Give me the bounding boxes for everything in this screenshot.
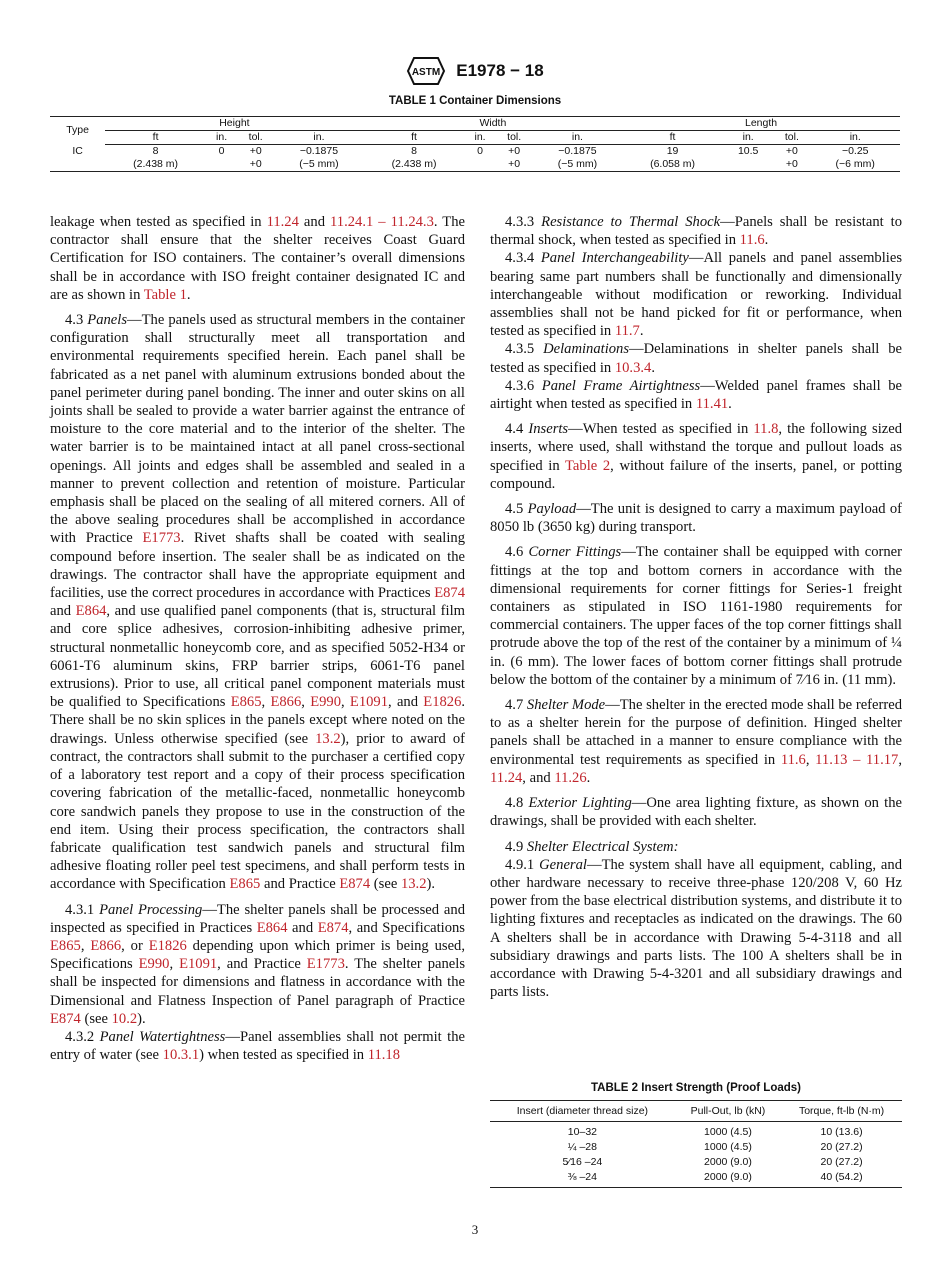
body-text: —The system shall have all equipment, cabling, and other hardware necessary to receive three-phase 120/208 V, 60 Hz power from the base electrical distribution systems, and distribute it to lighting fixtures and receptacles as indicated on the drawings. The 60 A shelters shall be in accordance with Drawing 5-4-3118 and all subsidiary drawings and parts lists. The 100 A shelters shall be in accordance with Drawing 5-4-3201 and all subsidiary drawings and parts lists. <box>490 856 903 1001</box>
cross-reference-link[interactable]: E864 <box>256 919 288 936</box>
section-heading: General <box>539 856 587 873</box>
table-cell: +0 <box>785 145 798 157</box>
body-text: , <box>805 751 816 768</box>
cross-reference-link[interactable]: E865 <box>230 694 262 711</box>
body-text: , the following sized inserts, where used, shall withstand the torque and pullout loads as specified in <box>490 421 902 474</box>
table-cell: (6.058 m) <box>650 158 696 170</box>
body-text: . <box>586 769 591 786</box>
section-heading: Resistance to Thermal Shock <box>541 214 721 230</box>
section-heading: Shelter Electrical System: <box>526 838 679 855</box>
body-text: —Panel assemblies shall not permit the entry of water (see <box>50 1028 465 1064</box>
cross-reference-link[interactable]: E990 <box>310 694 341 711</box>
section-4-9 <box>490 838 902 856</box>
table-row <box>50 158 900 172</box>
body-text: ). <box>137 1010 146 1027</box>
cross-reference-link[interactable]: E874 <box>50 1010 81 1027</box>
body-text: —The container shall be equipped with corner fittings at the top and bottom corners in accordance with the dimensional requirements for corner fittings for Series-1 freight containers as stipulated in ISO 1161-1980 requirements for commercial containers. The upper faces of the top corner fittings shall protrude above the top of the rest of the container by a minimum of ¼ in. (6 mm). The lower faces of bottom corner fittings shall protrude below the bottom of the container by a minimum of 7⁄16 in. (11 mm). <box>490 544 902 688</box>
table1-subheader: ft <box>105 131 206 145</box>
body-text: ) when tested as specified in <box>199 1047 368 1064</box>
table1-caption: TABLE 1 Container Dimensions <box>388 95 562 107</box>
right-column <box>490 213 902 1008</box>
table-cell: 2000 (9.0) <box>704 1156 752 1168</box>
table2-header: Pull-Out, lb (kN) <box>675 1101 781 1122</box>
table1-subheader: in. <box>810 131 900 145</box>
table-row <box>50 145 900 159</box>
table-cell: 5⁄16 –24 <box>562 1156 603 1168</box>
table-cell: 10.5 <box>737 145 759 157</box>
section-heading: Panel Processing <box>99 901 203 918</box>
table1-subheader: in. <box>274 131 363 145</box>
body-text: —The shelter in the erected mode shall be referred to as a shelter herein for the purpose of definition. Hinged shelter panels shall be attached in a manner to ensure compliance with the environmental test requirements as specified in <box>490 697 902 768</box>
table1-subheader: in. <box>206 131 237 145</box>
body-text: , <box>301 694 311 711</box>
cross-reference-link[interactable]: 10.2 <box>111 1010 138 1027</box>
cross-reference-link[interactable]: 11.24 <box>266 214 299 230</box>
cross-reference-link[interactable]: E1773 <box>142 530 181 547</box>
cross-reference-link[interactable]: 11.6 <box>780 751 806 768</box>
cross-reference-link[interactable]: E1773 <box>306 956 345 973</box>
table-row <box>490 1170 902 1188</box>
section-4-4 <box>490 420 902 493</box>
body-text: . There shall be no skin splices in the panels except where noted on the drawings. Unless otherwise specified (see <box>50 694 466 747</box>
section-heading: Exterior Lighting <box>528 795 632 812</box>
section-heading: Delaminations <box>543 341 630 358</box>
body-text: 4.9.1 <box>505 856 540 873</box>
body-text: ). <box>426 876 436 893</box>
table-cell: 2000 (9.0) <box>704 1171 752 1183</box>
body-text: , and <box>388 694 424 711</box>
section-4-9-1 <box>490 856 902 1002</box>
table-cell: IC <box>72 144 83 157</box>
table1-subheader: in. <box>533 131 622 145</box>
body-text: 4.3 <box>65 312 88 329</box>
cross-reference-link[interactable]: 11.6 <box>739 232 765 249</box>
table-cell <box>50 158 105 172</box>
body-text: and <box>50 603 76 620</box>
cross-reference-link[interactable]: E874 <box>434 585 465 602</box>
body-text: 4.7 <box>505 697 527 714</box>
body-text: (see <box>80 1010 112 1027</box>
body-text: 4.9 <box>505 838 527 855</box>
cross-reference-link[interactable]: 11.13 – 11.17 <box>815 751 899 768</box>
table-row <box>490 1140 902 1155</box>
cross-reference-link[interactable]: 10.3.1 <box>162 1047 200 1064</box>
table-cell: 0 <box>218 145 225 157</box>
table2-caption: TABLE 2 Insert Strength (Proof Loads) <box>591 1082 801 1094</box>
table-row <box>490 1155 902 1170</box>
section-heading: Inserts <box>528 421 569 438</box>
cross-reference-link[interactable]: E865 <box>50 937 81 954</box>
table2-header: Torque, ft-lb (N·m) <box>781 1101 902 1122</box>
table1-subheader: in. <box>723 131 773 145</box>
cross-reference-link[interactable]: 11.41 <box>695 396 729 413</box>
body-text: and <box>287 919 318 936</box>
body-text: ), prior to award of contract, the contractors shall submit to the purchaser a certified copy of a laboratory test report and a copy of their process specification covering fabrication of the metallic-faced, nonmetallic honeycomb core sandwich panels they propose to use in the construction of the end item. Using their process specification, the contractors shall fabricate qualification test sandwich panels and structural film adhesive floating roller peel test specimens, and shall perform tests in accordance with Specification <box>50 730 465 893</box>
table1-subheader: in. <box>465 131 496 145</box>
insert-strength-table <box>490 1100 902 1188</box>
table1-type-header: Type <box>66 124 89 137</box>
table1-group-height: Height <box>105 117 363 131</box>
body-text: 4.3.2 <box>65 1028 100 1045</box>
section-4-3-2 <box>50 1028 465 1064</box>
body-text: , <box>898 751 903 768</box>
body-text: —One area lighting fixture, as shown on the drawings, shall be provided with each shelter. <box>490 795 902 830</box>
table-cell: −0.1875 <box>558 145 597 157</box>
body-text: . The shelter panels shall be inspected for dimensions and flatness in accordance with the Dimensional and Flatness Inspection of Panel paragraph of Practice <box>50 956 466 1009</box>
table-cell: +0 <box>249 158 262 170</box>
cross-reference-link[interactable]: E1091 <box>349 694 389 711</box>
body-text: —The panels used as structural members in the container configuration shall structurally meet all transportation and environmental requirements specified herein. Each panel shall be fabricated as a net panel with aluminum extrusions bonded about the panel perimeter during panel bonding. The inner and outer skins on all joints shall be sealed to provide a water barrier against the entrance of moisture to the core material and to the interior of the shelter. The water barrier is to be maintained intact at all panel cross-sectional openings. All joints and edges shall be assembled and sealed in a manner to prevent collection and retention of moisture. Particular emphasis shall be placed on the sealing of all mitered corners. All of the above sealing procedures shall be accomplished in accordance with Practice <box>50 312 465 547</box>
body-text: . <box>639 323 644 340</box>
section-4-3-4 <box>490 249 902 340</box>
table-cell: +0 <box>249 145 262 157</box>
page-number: 3 <box>471 1222 479 1237</box>
table2-header: Insert (diameter thread size) <box>490 1101 675 1122</box>
body-text: , and use qualified panel components (that is, structural film and core splice adhesives, corrosion-inhibiting adhesive primer, structural nonmetallic honeycomb core, and as specified 5052-H34 or 6061-T6 aluminum skins, FRP barrier strips, 6061-T6 panel extrusions). Prior to use, all critical panel component materials must be qualified to Specifications <box>50 603 465 711</box>
body-text: and Practice <box>260 876 340 893</box>
cross-reference-link[interactable]: 11.26 <box>554 769 587 786</box>
section-4-3-6 <box>490 377 902 413</box>
body-text: 4.3.6 <box>505 377 542 394</box>
left-column <box>50 213 465 1064</box>
table1-subheader: tol. <box>237 131 274 145</box>
table-cell: 1000 (4.5) <box>704 1126 752 1138</box>
body-text: , or <box>121 937 149 954</box>
section-heading: Panels <box>87 312 128 329</box>
body-text: . The contractor shall ensure that the shelter receives Coast Guard Certification for ISO containers. The container’s overall dimensions shall be in accordance with ISO freight container designated IC and are as shown in <box>50 214 465 303</box>
body-text: 4.8 <box>505 795 529 812</box>
cross-reference-link[interactable]: 11.7 <box>614 323 640 340</box>
body-text: —The unit is designed to carry a maximum payload of 8050 lb (3650 kg) during transport. <box>490 501 903 536</box>
section-heading: Payload <box>527 501 577 518</box>
body-text: , <box>261 694 271 711</box>
table-cell: ¼ –28 <box>567 1141 597 1153</box>
body-text: 4.3.1 <box>65 901 100 918</box>
table-row <box>490 1122 902 1141</box>
cross-reference-link[interactable]: 10.3.4 <box>614 359 652 376</box>
document-code: E1978 − 18 <box>456 61 544 80</box>
body-text: , <box>80 937 91 954</box>
section-4-3 <box>50 311 465 894</box>
table-cell: (−6 mm) <box>835 158 875 170</box>
body-text: —Delaminations in shelter panels shall be tested as specified in <box>490 341 902 376</box>
table-cell: 10 (13.6) <box>820 1126 863 1138</box>
body-text: . Rivet shafts shall be coated with sealing compound before insertion. The sealer shall be as indicated on the drawings. The contractor shall have the appropriate equipment and facilities, use the correct procedures in accordance with Practices <box>50 530 465 602</box>
body-text: —All panels and panel assemblies bearing same part numbers shall be functionally and dimensionally interchangeable without modification or reworking. Individual assemblies shall not be hand picked for fit or performance, when tested as specified in <box>490 250 902 340</box>
cross-reference-link[interactable]: E874 <box>339 876 371 893</box>
table-cell: 10–32 <box>567 1126 597 1138</box>
cross-reference-link[interactable]: 11.24.1 – 11.24.3 <box>330 214 434 230</box>
body-text: 4.4 <box>505 421 529 438</box>
section-heading: Panel Interchangeability <box>540 250 689 267</box>
table1-subheader: tol. <box>496 131 533 145</box>
table-cell <box>723 158 773 172</box>
cross-reference-link[interactable]: 11.24 <box>490 769 523 786</box>
cross-reference-link[interactable]: 13.2 <box>400 876 427 893</box>
table-cell: 0 <box>477 145 483 157</box>
body-text: , <box>169 956 180 973</box>
table-cell: 19 <box>666 145 679 157</box>
cross-reference-link[interactable]: E1826 <box>148 937 187 954</box>
body-text: —The shelter panels shall be processed and inspected as specified in Practices <box>50 901 466 936</box>
cross-reference-link[interactable]: E864 <box>75 603 107 620</box>
cross-reference-link[interactable]: 11.18 <box>367 1047 401 1064</box>
section-4-8 <box>490 794 902 830</box>
container-dimensions-table <box>50 116 900 172</box>
body-text: and <box>298 214 331 230</box>
body-text: 4.3.4 <box>505 250 541 267</box>
section-4-3-5 <box>490 340 902 376</box>
cross-reference-link[interactable]: E866 <box>270 694 302 711</box>
cross-reference-link[interactable]: E990 <box>138 956 170 973</box>
body-text: , and <box>522 769 555 786</box>
table-cell: +0 <box>508 158 521 170</box>
body-text: leakage when tested as specified in <box>50 214 267 230</box>
section-4-3-1 <box>50 901 465 1028</box>
table-cell: −0.25 <box>841 145 869 157</box>
cross-reference-link[interactable]: E866 <box>90 937 122 954</box>
section-4-3-3 <box>490 213 902 249</box>
section-heading: Panel Frame Airtightness <box>541 377 701 394</box>
astm-logo-icon <box>406 56 446 86</box>
body-text: —When tested as specified in <box>568 421 754 438</box>
body-text: 4.6 <box>505 544 529 561</box>
cross-reference-link[interactable]: E1091 <box>179 956 218 973</box>
logo-text: ASTM <box>412 67 441 78</box>
table1-group-width: Width <box>364 117 622 131</box>
section-heading: Panel Watertightness <box>99 1028 226 1045</box>
table-cell: 8 <box>152 145 159 157</box>
table-cell: (2.438 m) <box>391 158 437 170</box>
cross-reference-link[interactable]: Table 2 <box>565 457 611 474</box>
table-cell <box>206 158 237 172</box>
table-cell: (−5 mm) <box>557 158 598 170</box>
table-cell: (2.438 m) <box>133 158 179 170</box>
cross-reference-link[interactable]: 11.8 <box>753 421 779 438</box>
table-cell <box>465 158 496 172</box>
body-text: , <box>341 694 350 711</box>
table-cell: 1000 (4.5) <box>704 1141 752 1153</box>
body-text: , and Practice <box>217 956 307 973</box>
table-cell: 40 (54.2) <box>820 1171 863 1183</box>
section-4-6 <box>490 543 902 689</box>
section-4-7 <box>490 696 902 787</box>
table1-subheader: tol. <box>773 131 810 145</box>
table1-subheader: ft <box>364 131 465 145</box>
body-text: —Panels shall be resistant to thermal shock, when tested as specified in <box>490 214 902 249</box>
body-text: 4.3.3 <box>505 214 542 230</box>
cross-reference-link[interactable]: Table 1 <box>143 286 187 303</box>
body-text: depending upon which primer is being used, Specifications <box>50 937 466 973</box>
cross-reference-link[interactable]: E865 <box>229 876 261 893</box>
table-cell: 8 <box>411 145 417 157</box>
cross-reference-link[interactable]: 13.2 <box>315 730 341 747</box>
body-text: , without failure of the inserts, panel, or potting compound. <box>490 457 903 492</box>
body-text: . <box>764 232 769 249</box>
cross-reference-link[interactable]: E1826 <box>423 694 462 711</box>
body-text: —Welded panel frames shall be airtight when tested as specified in <box>490 377 902 413</box>
body-text: . <box>186 286 191 303</box>
cross-reference-link[interactable]: E874 <box>317 919 349 936</box>
table-cell: ⅜ –24 <box>567 1171 597 1183</box>
table-cell: +0 <box>508 145 521 157</box>
body-text: (see <box>370 876 401 893</box>
table-cell: +0 <box>785 158 798 170</box>
body-text: 4.5 <box>505 501 528 518</box>
paragraph <box>50 213 465 304</box>
section-4-5 <box>490 500 902 536</box>
page-header <box>0 56 950 86</box>
table1-group-length: Length <box>622 117 900 131</box>
table-cell: −0.1875 <box>299 145 339 157</box>
table-cell: 20 (27.2) <box>820 1156 863 1168</box>
table-cell: 20 (27.2) <box>820 1141 863 1153</box>
body-text: , and Specifications <box>348 919 465 936</box>
body-text: . <box>651 359 655 376</box>
section-heading: Corner Fittings <box>528 544 622 561</box>
section-heading: Shelter Mode <box>526 697 606 714</box>
table-cell: (−5 mm) <box>299 158 339 170</box>
body-text: . <box>728 396 732 413</box>
body-text: 4.3.5 <box>505 341 544 358</box>
table1-subheader: ft <box>622 131 723 145</box>
